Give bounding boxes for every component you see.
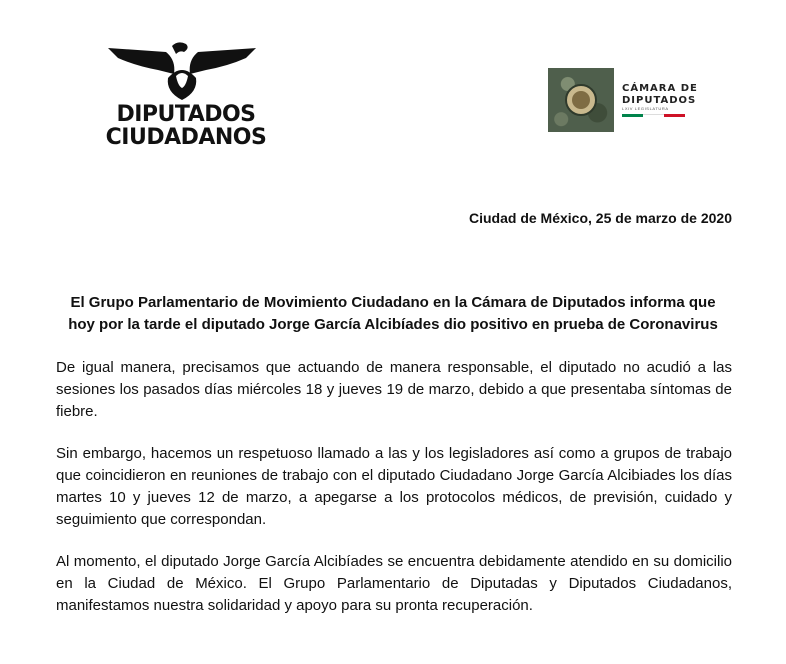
- headline: [40, 292, 746, 336]
- national-seal-icon: [548, 68, 614, 132]
- flag-stripe-green: [622, 114, 643, 117]
- camara-text-line1: CÁMARA DE: [622, 83, 698, 94]
- logo-text-line2: CIUDADANOS: [105, 125, 267, 150]
- camara-de-diputados-logo: [548, 68, 698, 134]
- headline-line1: El Grupo Parlamentario de Movimiento Ciudadano en la Cámara de Diputados informa que: [70, 294, 716, 311]
- flag-stripe-white: [643, 114, 664, 117]
- date-line: Ciudad de México, 25 de marzo de 2020: [469, 210, 732, 226]
- paragraph-2: Sin embargo, hacemos un respetuoso llamado a las y los legisladores así como a grupos de trabajo que coincidieron en reuniones de trabajo con el diputado Ciudadano Jorge García Alcibiades los días martes 10 y jueves 12 de marzo, a apegarse a los protocolos médicos, de previsión, cuidado y seguimiento que correspondan.: [56, 445, 732, 528]
- camara-text-line2: DIPUTADOS: [622, 95, 697, 106]
- legislatura-text: LXIV LEGISLATURA: [622, 106, 669, 111]
- seal-core: [572, 91, 590, 109]
- eagle-logo-icon: [106, 40, 258, 104]
- headline-line2: hoy por la tarde el diputado Jorge García Alcibíades dio positivo en prueba de Coronavirus: [68, 316, 718, 333]
- paragraph-3: Al momento, el diputado Jorge García Alcibíades se encuentra debidamente atendido en su domicilio en la Ciudad de México. El Grupo Parlamentario de Diputadas y Diputados Ciudadanos, manifestamos nuestra solidaridad y apoyo para su pronta recuperación.: [56, 553, 732, 614]
- diputados-ciudadanos-logo: [104, 40, 268, 150]
- paragraph-1: De igual manera, precisamos que actuando de manera responsable, el diputado no acudió a las sesiones los pasados días miércoles 18 y jueves 19 de marzo, debido a que presentaba síntomas de fiebre.: [56, 359, 732, 420]
- flag-stripe-red: [664, 114, 685, 117]
- logo-text-line1: DIPUTADOS: [116, 102, 256, 127]
